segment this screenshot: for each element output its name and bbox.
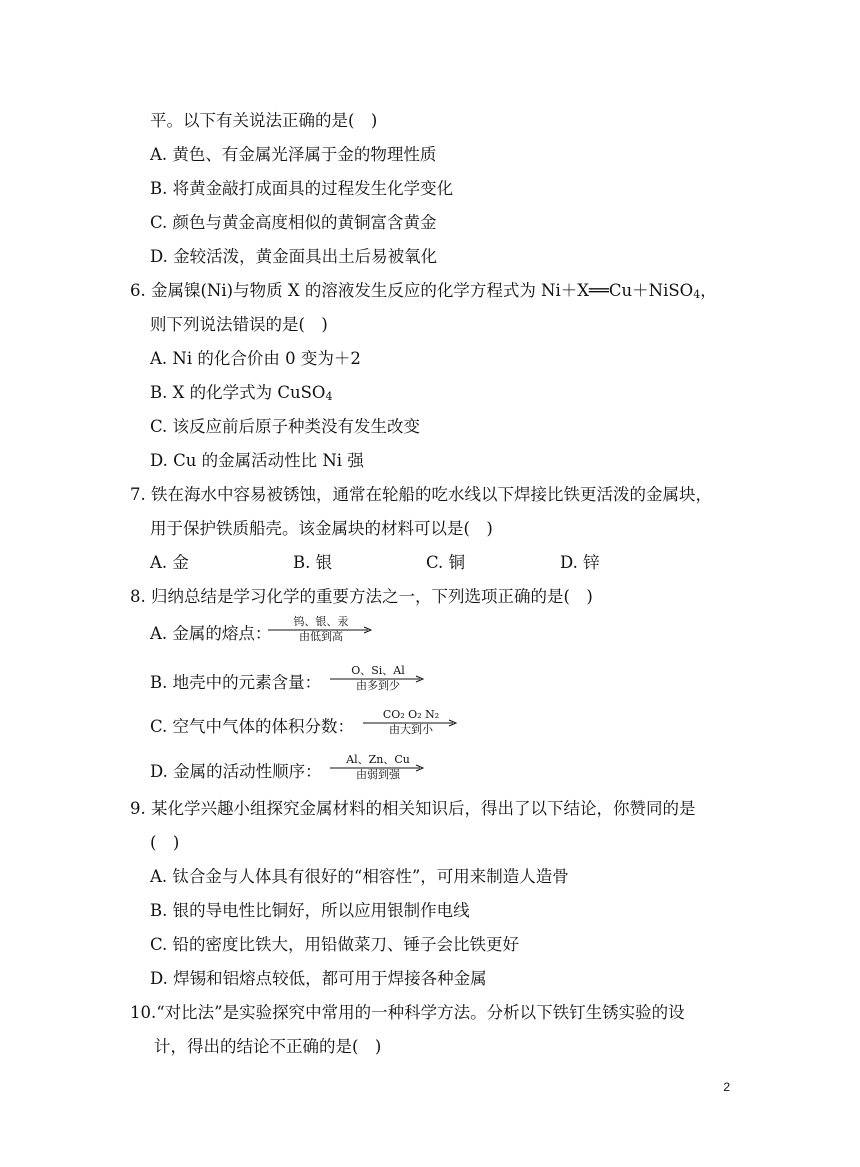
question-10-stem-line2: 计，得出的结论不正确的是( ) (154, 1037, 382, 1056)
question-10-stem-line1: 10.“对比法”是实验探究中常用的一种科学方法。分析以下铁钉生锈实验的设 (130, 1003, 685, 1022)
q5-option-b: B. 将黄金敲打成面具的过程发生化学变化 (150, 179, 454, 198)
q5-option-d: D. 金较活泼，黄金面具出土后易被氧化 (150, 247, 438, 266)
question-7-stem-line2: 用于保护铁质船壳。该金属块的材料可以是( ) (150, 519, 493, 538)
q8b-arrow-top-label: O、Si、Al (351, 664, 405, 677)
question-8-stem: 8. 归纳总结是学习化学的重要方法之一，下列选项正确的是( ) (130, 587, 593, 606)
q9-option-c: C. 铅的密度比铁大，用铅做菜刀、锤子会比铁更好 (150, 935, 520, 954)
q8-option-b-arrow (330, 665, 426, 695)
q7-options-row (150, 552, 710, 574)
question-9-stem-line2: ( ) (150, 833, 180, 852)
question-5-stem-end: 平。以下有关说法正确的是( ) (150, 111, 378, 130)
q6-option-c: C. 该反应前后原子种类没有发生改变 (150, 417, 421, 436)
q5-option-c: C. 颜色与黄金高度相似的黄铜富含黄金 (150, 213, 437, 232)
q8-option-c-arrow (363, 709, 459, 739)
q5-option-a: A. 黄色、有金属光泽属于金的物理性质 (150, 145, 437, 164)
q8c-arrow-bottom-label: 由大到小 (389, 723, 433, 736)
q9-option-a: A. 钛合金与人体具有很好的“相容性”，可用来制造人造骨 (150, 867, 569, 886)
question-6-stem-line2: 则下列说法错误的是( ) (150, 315, 328, 334)
question-7-stem-line1: 7. 铁在海水中容易被锈蚀，通常在轮船的吃水线以下焊接比铁更活泼的金属块， (130, 485, 712, 504)
q8-option-d: D. 金属的活动性顺序： (150, 762, 322, 781)
q8d-arrow-top-label: Al、Zn、Cu (346, 753, 410, 766)
q7-option-c: C. 铜 (426, 553, 466, 572)
q7-option-b: B. 银 (293, 553, 333, 572)
q8c-arrow-top-label: CO₂ O₂ N₂ (382, 708, 440, 721)
q6-option-b: B. X 的化学式为 CuSO$_4$ (150, 383, 333, 403)
q8-option-d-arrow (330, 754, 426, 784)
q9-option-b: B. 银的导电性比铜好，所以应用银制作电线 (150, 901, 470, 920)
q6-option-d: D. Cu 的金属活动性比 Ni 强 (150, 451, 364, 470)
q8a-arrow-bottom-label: 由低到高 (299, 630, 343, 643)
q8-option-a-arrow (268, 616, 374, 646)
q8d-arrow-bottom-label: 由弱到强 (356, 768, 400, 781)
q8-option-a: A. 金属的熔点： (150, 624, 272, 643)
q7-option-d: D. 锌 (560, 553, 600, 572)
page-number: 2 (723, 1080, 730, 1094)
q6-option-a: A. Ni 的化合价由 0 变为＋2 (150, 349, 361, 368)
q7-option-a: A. 金 (150, 553, 189, 572)
question-6-stem-line1: 6. 金属镍(Ni)与物质 X 的溶液发生反应的化学方程式为 Ni＋X══Cu＋NiSO$_4$， (130, 281, 717, 301)
q9-option-d: D. 焊锡和铝熔点较低，都可用于焊接各种金属 (150, 969, 487, 988)
q8-option-c: C. 空气中气体的体积分数： (150, 717, 355, 736)
q8a-arrow-top-label: 钨、银、汞 (293, 615, 349, 628)
q8-option-b: B. 地壳中的元素含量： (150, 673, 322, 692)
q8b-arrow-bottom-label: 由多到少 (356, 679, 400, 692)
question-9-stem-line1: 9. 某化学兴趣小组探究金属材料的相关知识后，得出了以下结论，你赞同的是 (130, 799, 696, 818)
